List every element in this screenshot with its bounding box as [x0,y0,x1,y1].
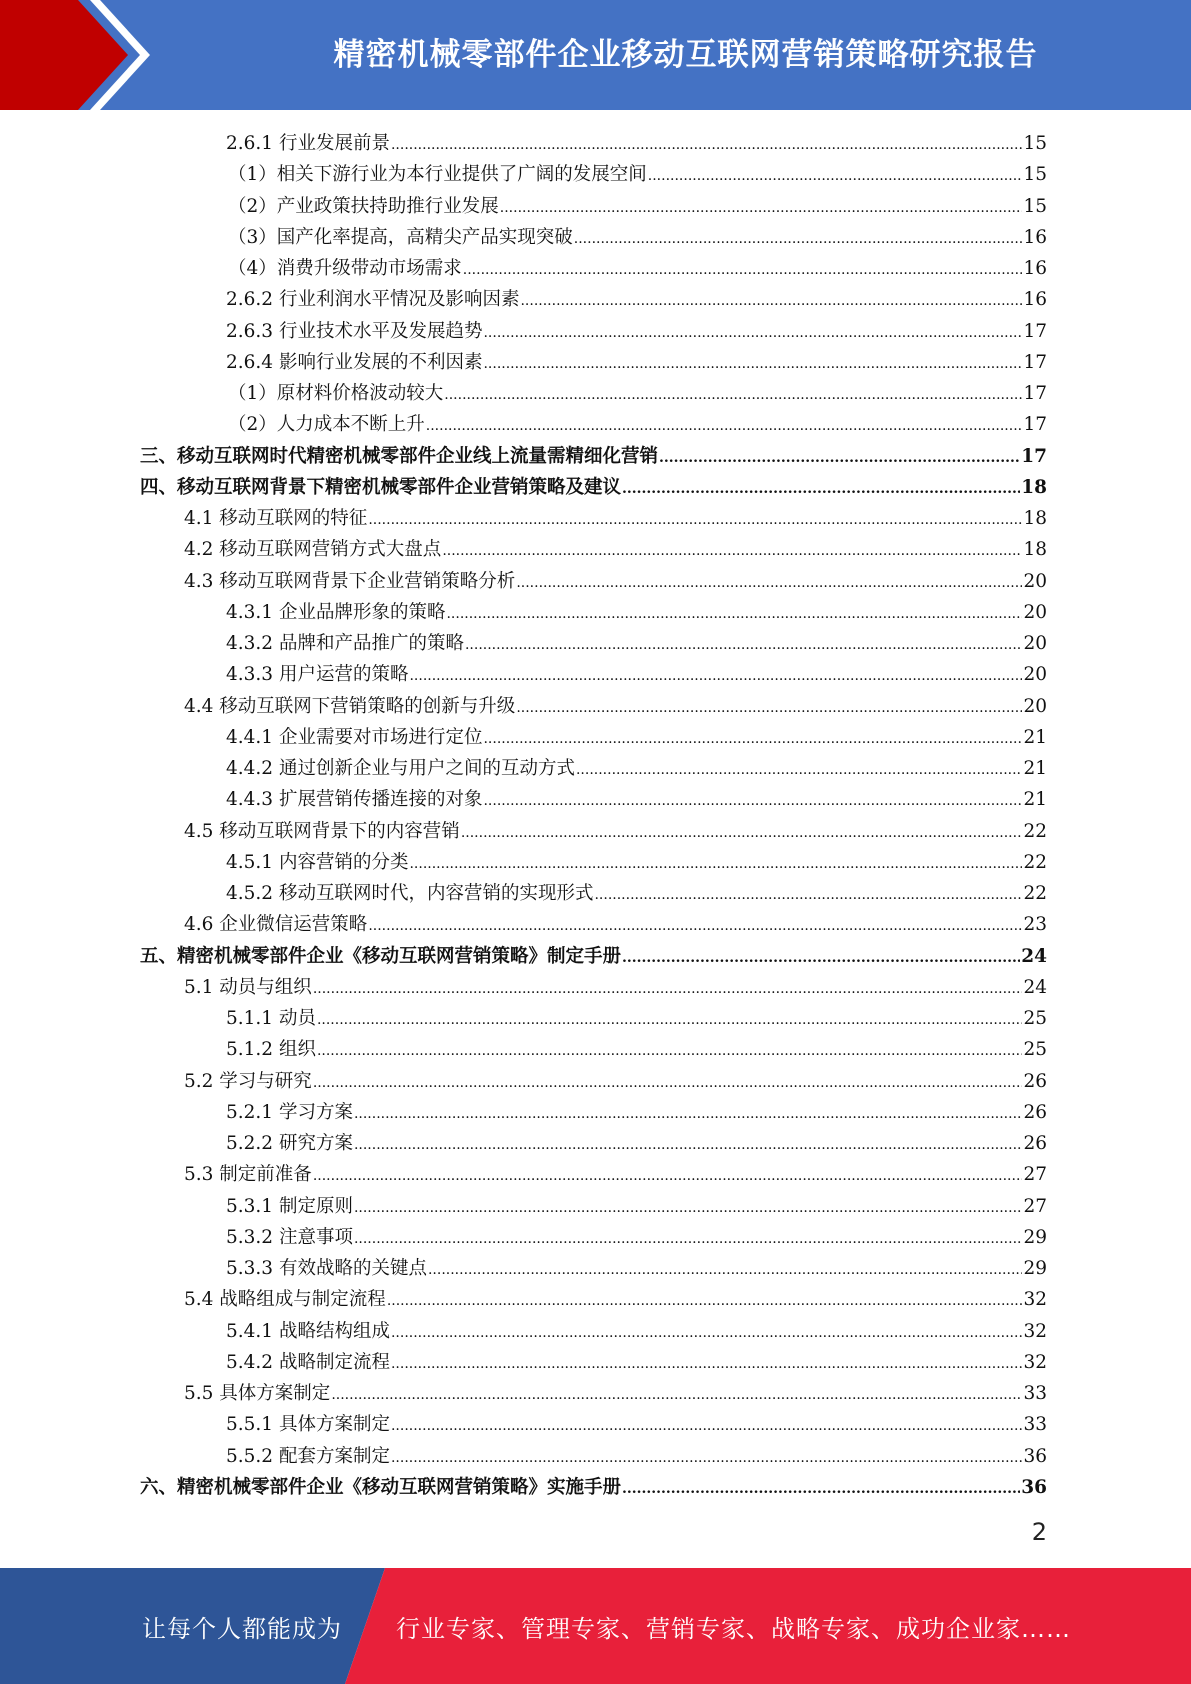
footer-slogan-left: 让每个人都能成为 [142,1614,342,1643]
toc-entry-title: 5.1.2 组织 [226,1039,316,1061]
toc-entry-page: 36 [1021,1476,1047,1498]
toc-entry-page: 32 [1023,1289,1047,1311]
toc-entry-title: 5.3.3 有效战略的关键点 [226,1258,427,1279]
toc-entry[interactable] [140,1284,1047,1315]
toc-entry-title: 2.6.4 影响行业发展的不利因素 [226,351,483,373]
toc-entry-title: 5.2.1 学习方案 [226,1101,353,1123]
toc-entry[interactable] [140,409,1047,440]
toc-dot-leader [354,1193,1023,1224]
toc-dot-leader [622,1474,1020,1505]
toc-entry[interactable] [140,1222,1047,1253]
toc-entry-page: 17 [1023,414,1047,436]
toc-entry-page: 25 [1023,1039,1047,1061]
toc-entry[interactable] [140,628,1047,659]
toc-entry-title: 5.4.2 战略制定流程 [226,1351,390,1373]
header-arrow-decoration [0,0,180,110]
toc-dot-leader [426,411,1023,442]
toc-dot-leader [428,1255,1022,1286]
footer-slogan-right: 行业专家、管理专家、营销专家、战略专家、成功企业家…… [396,1614,1071,1643]
toc-entry-title: 4.2 移动互联网营销方式大盘点 [184,539,442,561]
toc-entry[interactable] [140,691,1047,722]
toc-dot-leader [516,568,1022,599]
toc-entry-title: 5.3 制定前准备 [184,1164,312,1186]
toc-entry-title: 五、精密机械零部件企业《移动互联网营销策略》制定手册 [140,945,622,967]
toc-entry-page: 20 [1023,664,1047,686]
toc-dot-leader [391,1443,1022,1474]
toc-entry-title: （2）人力成本不断上升 [228,414,425,436]
toc-entry-title: 5.3.1 制定原则 [226,1195,353,1217]
toc-dot-leader [648,161,1023,192]
toc-entry-title: 2.6.3 行业技术水平及发展趋势 [226,320,483,342]
toc-dot-leader [368,505,1022,536]
toc-entry-page: 18 [1023,539,1047,561]
toc-entry[interactable] [140,1347,1047,1378]
toc-entry[interactable] [140,909,1047,940]
toc-entry-title: 4.3.2 品牌和产品推广的策略 [226,633,464,654]
toc-dot-leader [313,1068,1023,1099]
toc-dot-leader [483,786,1022,817]
toc-entry[interactable] [140,878,1047,909]
toc-entry-page: 15 [1023,133,1047,154]
toc-entry-title: （1）相关下游行业为本行业提供了广阔的发展空间 [228,164,647,186]
toc-entry-page: 21 [1023,726,1047,748]
toc-entry[interactable] [140,1066,1047,1097]
toc-entry-page: 16 [1023,226,1047,248]
toc-entry[interactable] [140,722,1047,753]
toc-entry-title: 5.3.2 注意事项 [226,1226,353,1248]
toc-entry[interactable] [140,597,1047,628]
toc-entry[interactable] [140,1097,1047,1128]
toc-entry-page: 26 [1023,1133,1047,1154]
toc-dot-leader [444,380,1022,411]
toc-entry-title: 4.4 移动互联网下营销策略的创新与升级 [184,695,516,717]
toc-entry-title: 4.5.2 移动互联网时代，内容营销的实现形式 [226,883,594,904]
toc-entry-page: 36 [1023,1445,1047,1467]
toc-entry[interactable] [140,816,1047,847]
toc-dot-leader [483,318,1022,349]
toc-entry[interactable] [140,378,1047,409]
report-title: 精密机械零部件企业移动互联网营销策略研究报告 [333,36,1038,73]
toc-dot-leader [317,1005,1023,1036]
toc-entry[interactable] [140,1441,1047,1472]
toc-entry-page: 26 [1023,1070,1047,1092]
toc-entry-title: 5.2.2 研究方案 [226,1133,353,1154]
toc-entry-page: 27 [1023,1164,1047,1186]
toc-entry-page: 15 [1023,164,1047,186]
toc-entry-page: 22 [1023,883,1047,904]
toc-entry-page: 33 [1023,1383,1047,1404]
toc-entry-page: 29 [1023,1226,1047,1248]
toc-entry[interactable] [140,503,1047,534]
toc-entry-page: 15 [1023,195,1047,217]
toc-dot-leader [574,224,1023,255]
toc-dot-leader [391,130,1022,161]
toc-entry-page: 32 [1023,1351,1047,1373]
toc-entry[interactable] [140,972,1047,1003]
toc-entry-page: 27 [1023,1195,1047,1217]
toc-entry-page: 20 [1023,633,1047,654]
toc-dot-leader [483,349,1022,380]
toc-entry-page: 32 [1023,1320,1047,1342]
toc-entry[interactable] [140,191,1047,222]
toc-entry-page: 20 [1023,601,1047,623]
toc-entry-page: 25 [1023,1008,1047,1029]
toc-entry-page: 26 [1023,1101,1047,1123]
toc-entry-page: 18 [1021,476,1047,498]
toc-dot-leader [446,599,1022,630]
toc-dot-leader [354,1130,1023,1161]
toc-entry-title: 4.3.3 用户运营的策略 [226,664,409,686]
toc-dot-leader [313,1161,1023,1192]
toc-dot-leader [659,443,1020,474]
toc-dot-leader [516,693,1022,724]
toc-entry-page: 21 [1023,758,1047,779]
toc-entry-title: 4.4.3 扩展营销传播连接的对象 [226,789,483,811]
toc-entry[interactable] [140,159,1047,190]
toc-dot-leader [409,661,1022,692]
toc-entry[interactable] [140,1472,1047,1503]
toc-entry-page: 17 [1023,351,1047,373]
toc-entry-title: 5.4 战略组成与制定流程 [184,1289,386,1311]
toc-entry[interactable] [140,534,1047,565]
toc-entry[interactable] [140,316,1047,347]
toc-dot-leader [354,1099,1023,1130]
page-header [0,0,1191,110]
toc-dot-leader [387,1286,1023,1317]
toc-entry[interactable] [140,1191,1047,1222]
toc-dot-leader [465,630,1022,661]
toc-entry-page: 22 [1023,851,1047,873]
toc-entry-page: 17 [1023,383,1047,404]
toc-entry[interactable] [140,659,1047,690]
toc-entry[interactable] [140,1159,1047,1190]
toc-entry-page: 22 [1023,820,1047,842]
toc-dot-leader [622,474,1020,505]
toc-entry-title: 四、移动互联网背景下精密机械零部件企业营销策略及建议 [140,476,622,498]
toc-entry[interactable] [140,847,1047,878]
toc-dot-leader [313,974,1023,1005]
toc-entry[interactable] [140,472,1047,503]
toc-entry-page: 20 [1023,695,1047,717]
toc-entry-page: 21 [1023,789,1047,811]
toc-entry-title: 4.4.1 企业需要对市场进行定位 [226,726,483,748]
toc-entry-title: 5.4.1 战略结构组成 [226,1320,390,1342]
toc-entry-title: 2.6.2 行业利润水平情况及影响因素 [226,289,520,311]
toc-entry-title: 5.5.2 配套方案制定 [226,1445,390,1467]
toc-entry[interactable] [140,1128,1047,1159]
toc-entry-title: 4.3.1 企业品牌形象的策略 [226,601,446,623]
toc-dot-leader [483,724,1022,755]
toc-entry-title: 4.5 移动互联网背景下的内容营销 [184,820,460,842]
toc-entry-page: 33 [1023,1414,1047,1436]
toc-entry-title: 2.6.1 行业发展前景 [226,133,390,154]
toc-entry[interactable] [140,1409,1047,1440]
toc-entry-title: （1）原材料价格波动较大 [228,383,444,404]
toc-entry[interactable] [140,784,1047,815]
toc-dot-leader [354,1224,1023,1255]
toc-entry-title: 5.5 具体方案制定 [184,1383,331,1404]
table-of-contents [140,128,1047,1503]
toc-entry-title: 4.6 企业微信运营策略 [184,914,368,936]
toc-entry-title: 5.1 动员与组织 [184,976,312,998]
toc-dot-leader [622,943,1020,974]
toc-dot-leader [463,255,1023,286]
toc-entry[interactable] [140,222,1047,253]
toc-entry-page: 18 [1023,508,1047,529]
toc-dot-leader [520,286,1022,317]
toc-entry[interactable] [140,1316,1047,1347]
toc-entry-title: 4.5.1 内容营销的分类 [226,851,409,873]
page-number: 2 [1031,1518,1047,1546]
page-footer [0,1568,1191,1684]
toc-dot-leader [391,1411,1022,1442]
toc-entry-title: 4.3 移动互联网背景下企业营销策略分析 [184,570,516,592]
toc-dot-leader [331,1380,1022,1411]
toc-entry-title: （2）产业政策扶持助推行业发展 [228,195,499,217]
toc-entry-page: 20 [1023,570,1047,592]
toc-entry-page: 17 [1021,445,1047,467]
toc-entry[interactable] [140,253,1047,284]
toc-entry[interactable] [140,347,1047,378]
toc-dot-leader [442,536,1022,567]
toc-entry-title: 三、移动互联网时代精密机械零部件企业线上流量需精细化营销 [140,445,659,467]
toc-entry-page: 24 [1021,945,1047,967]
toc-dot-leader [391,1318,1022,1349]
toc-entry[interactable] [140,128,1047,159]
toc-entry-title: （4）消费升级带动市场需求 [228,258,462,279]
toc-entry[interactable] [140,1253,1047,1284]
toc-entry-title: 5.2 学习与研究 [184,1070,312,1092]
toc-entry-page: 24 [1023,976,1047,998]
toc-dot-leader [368,911,1022,942]
toc-entry[interactable] [140,1034,1047,1065]
toc-entry-title: 4.4.2 通过创新企业与用户之间的互动方式 [226,758,575,779]
toc-dot-leader [594,880,1022,911]
toc-dot-leader [576,755,1022,786]
toc-entry-page: 16 [1023,289,1047,311]
toc-entry-title: 六、精密机械零部件企业《移动互联网营销策略》实施手册 [140,1476,622,1498]
toc-entry[interactable] [140,753,1047,784]
toc-entry-title: 5.1.1 动员 [226,1008,316,1029]
toc-entry-page: 16 [1023,258,1047,279]
toc-dot-leader [317,1036,1023,1067]
toc-dot-leader [391,1349,1022,1380]
toc-dot-leader [500,193,1023,224]
toc-dot-leader [461,818,1023,849]
toc-entry-title: 5.5.1 具体方案制定 [226,1414,390,1436]
toc-entry[interactable] [140,566,1047,597]
toc-dot-leader [409,849,1022,880]
toc-entry[interactable] [140,284,1047,315]
toc-entry[interactable] [140,1003,1047,1034]
toc-entry[interactable] [140,941,1047,972]
toc-entry-page: 29 [1023,1258,1047,1279]
toc-entry-page: 17 [1023,320,1047,342]
toc-entry[interactable] [140,1378,1047,1409]
toc-entry-title: （3）国产化率提高，高精尖产品实现突破 [228,226,573,248]
toc-entry[interactable] [140,441,1047,472]
toc-entry-page: 23 [1023,914,1047,936]
toc-entry-title: 4.1 移动互联网的特征 [184,508,368,529]
